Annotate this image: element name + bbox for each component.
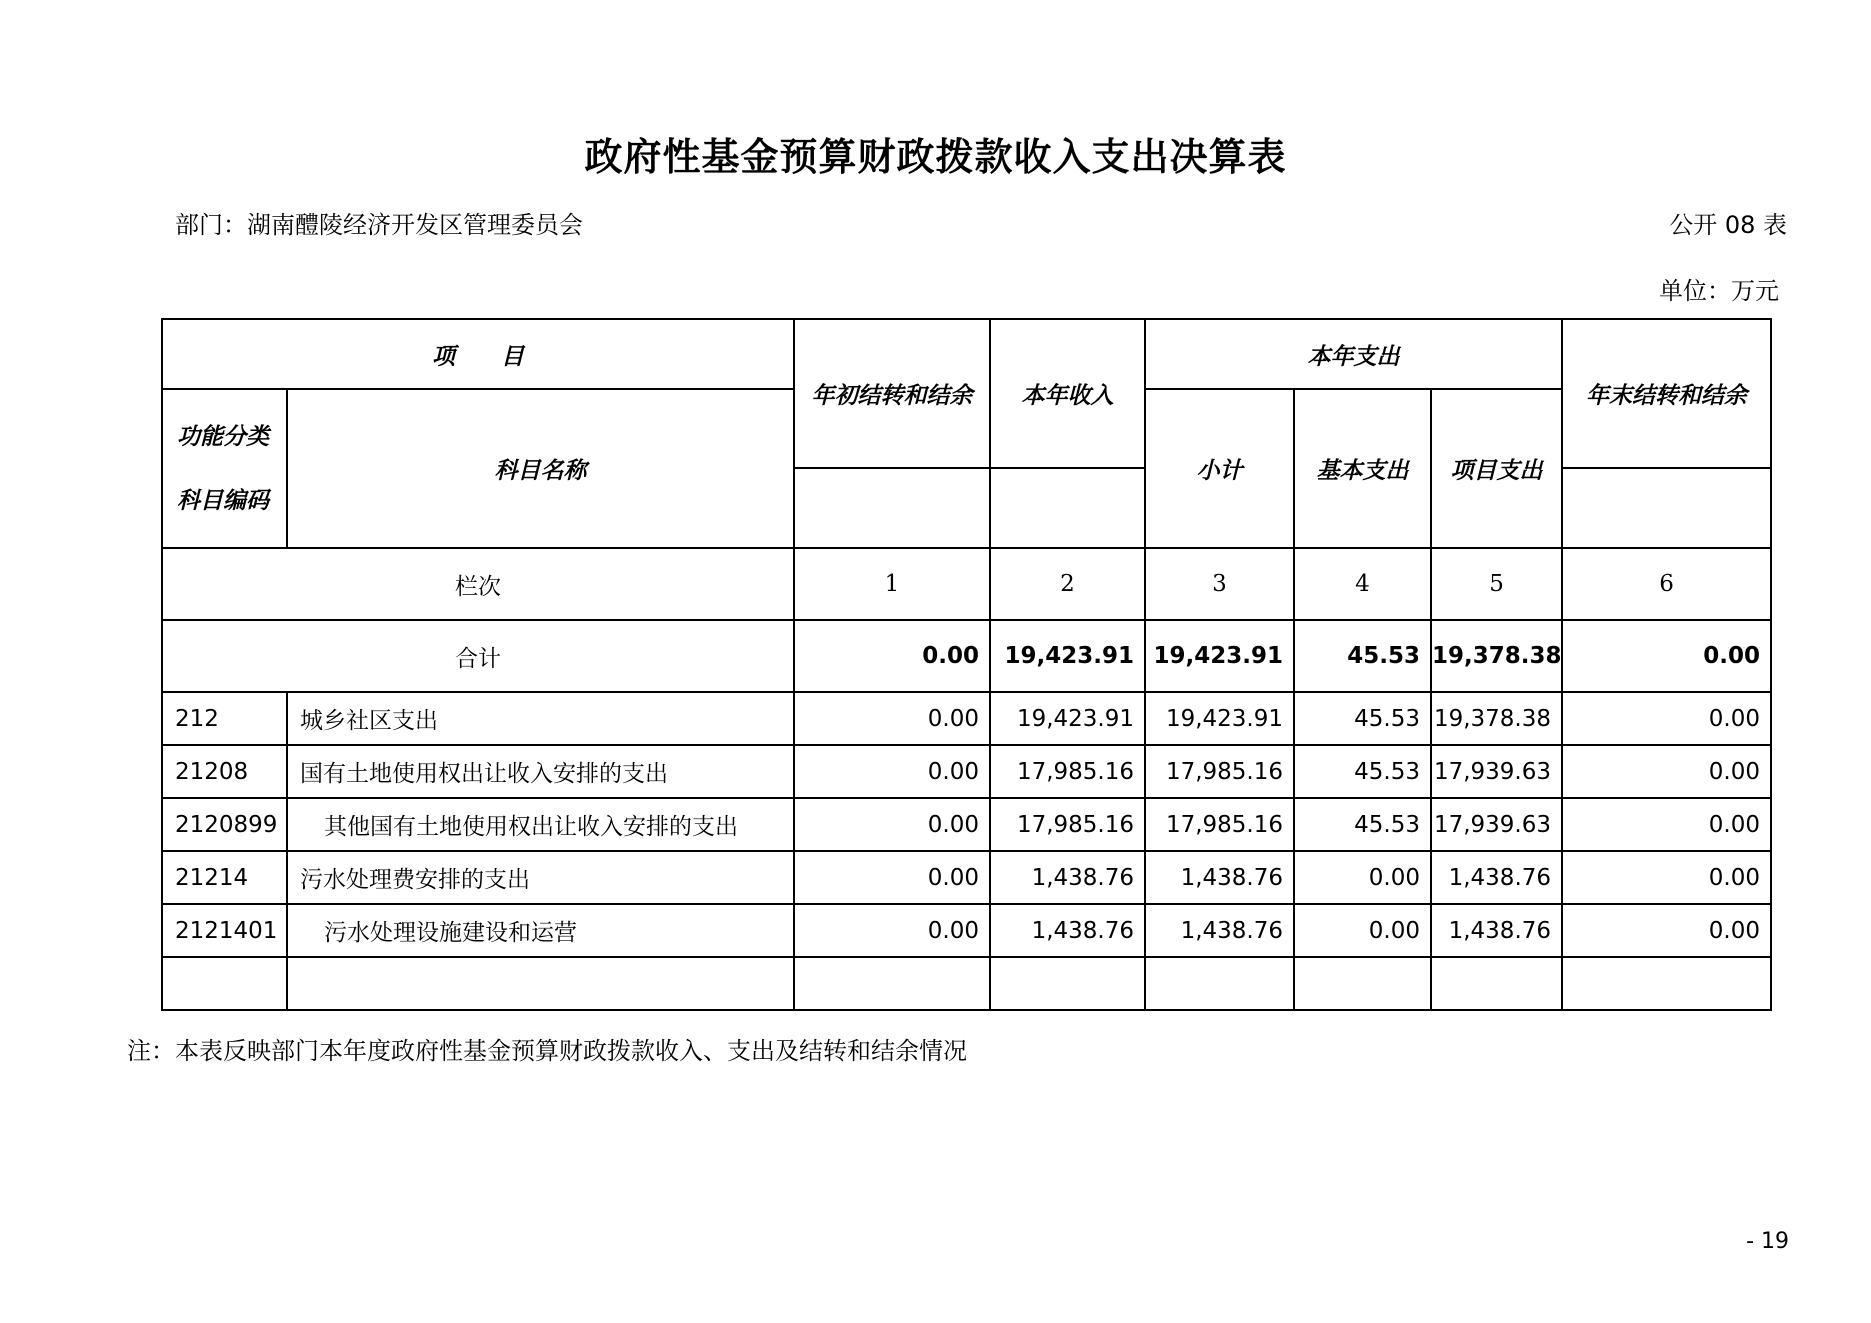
- column-number-row: [162, 548, 1771, 620]
- row-value: 1,438.76: [1431, 851, 1562, 904]
- header-func-code: [162, 389, 287, 548]
- column-number: 3: [1145, 548, 1294, 620]
- page-title: 政府性基金预算财政拨款收入支出决算表: [584, 135, 1287, 179]
- row-name: 污水处理费安排的支出: [287, 851, 794, 904]
- row-value: 17,939.63: [1431, 798, 1562, 851]
- total-value: 19,423.91: [1145, 620, 1294, 692]
- row-value: 17,985.16: [1145, 745, 1294, 798]
- budget-table: [161, 318, 1772, 1011]
- total-value: 19,378.38: [1431, 620, 1562, 692]
- row-value: 45.53: [1294, 692, 1431, 745]
- total-row: [162, 620, 1771, 692]
- total-value: 0.00: [1562, 620, 1771, 692]
- empty-cell: [794, 957, 990, 1010]
- page-number: - 19: [1746, 1229, 1789, 1254]
- row-value: 45.53: [1294, 745, 1431, 798]
- header-item: 项 目: [162, 319, 794, 389]
- header-opening-balance-cont: [794, 468, 990, 548]
- unit-label: 单位：万元: [1659, 277, 1779, 305]
- column-number: 2: [990, 548, 1145, 620]
- row-value: 17,985.16: [990, 745, 1145, 798]
- row-name: 其他国有土地使用权出让收入安排的支出: [287, 798, 794, 851]
- row-value: 0.00: [1562, 798, 1771, 851]
- total-value: 19,423.91: [990, 620, 1145, 692]
- row-value: 0.00: [1294, 904, 1431, 957]
- row-value: 0.00: [1562, 745, 1771, 798]
- header-expenditure: 本年支出: [1145, 319, 1562, 389]
- department-label: 部门：湖南醴陵经济开发区管理委员会: [175, 211, 583, 239]
- row-value: 1,438.76: [990, 851, 1145, 904]
- column-number: 4: [1294, 548, 1431, 620]
- total-value: 0.00: [794, 620, 990, 692]
- row-value: 0.00: [794, 904, 990, 957]
- row-value: 0.00: [1562, 692, 1771, 745]
- header-project: 项目支出: [1431, 389, 1562, 548]
- row-value: 0.00: [794, 798, 990, 851]
- row-code: 2121401: [162, 904, 287, 957]
- form-number: 公开 08 表: [1669, 211, 1787, 239]
- header-closing-balance-cont: [1562, 468, 1771, 548]
- row-value: 0.00: [1562, 904, 1771, 957]
- total-value: 45.53: [1294, 620, 1431, 692]
- header-closing-balance: 年末结转和结余: [1562, 319, 1771, 468]
- row-value: 1,438.76: [990, 904, 1145, 957]
- row-value: 17,939.63: [1431, 745, 1562, 798]
- row-value: 0.00: [794, 851, 990, 904]
- empty-cell: [1562, 957, 1771, 1010]
- row-value: 17,985.16: [1145, 798, 1294, 851]
- row-value: 0.00: [1562, 851, 1771, 904]
- row-value: 0.00: [794, 692, 990, 745]
- empty-cell: [1145, 957, 1294, 1010]
- column-number: 5: [1431, 548, 1562, 620]
- footnote: 注：本表反映部门本年度政府性基金预算财政拨款收入、支出及结转和结余情况: [127, 1037, 967, 1065]
- header-func-code-line2: 科目编码: [177, 487, 269, 514]
- row-value: 19,378.38: [1431, 692, 1562, 745]
- row-value: 1,438.76: [1431, 904, 1562, 957]
- header-func-code-line1: 功能分类: [177, 423, 269, 450]
- empty-cell: [287, 957, 794, 1010]
- row-value: 19,423.91: [1145, 692, 1294, 745]
- table-row: [162, 904, 1771, 957]
- empty-cell: [1431, 957, 1562, 1010]
- row-value: 1,438.76: [1145, 851, 1294, 904]
- header-opening-balance: 年初结转和结余: [794, 319, 990, 468]
- empty-row: [162, 957, 1771, 1010]
- row-code: 2120899: [162, 798, 287, 851]
- row-value: 45.53: [1294, 798, 1431, 851]
- empty-cell: [1294, 957, 1431, 1010]
- table-row: [162, 851, 1771, 904]
- row-code: 21208: [162, 745, 287, 798]
- total-label: 合计: [162, 620, 794, 692]
- row-value: 0.00: [794, 745, 990, 798]
- column-number: 6: [1562, 548, 1771, 620]
- header-subject-name: 科目名称: [287, 389, 794, 548]
- row-code: 21214: [162, 851, 287, 904]
- table-row: [162, 692, 1771, 745]
- row-value: 19,423.91: [990, 692, 1145, 745]
- header-income: 本年收入: [990, 319, 1145, 468]
- row-value: 17,985.16: [990, 798, 1145, 851]
- row-name: 污水处理设施建设和运营: [287, 904, 794, 957]
- column-number-label: 栏次: [162, 548, 794, 620]
- header-subtotal: 小计: [1145, 389, 1294, 548]
- header-income-cont: [990, 468, 1145, 548]
- column-number: 1: [794, 548, 990, 620]
- table-row: [162, 745, 1771, 798]
- header-basic: 基本支出: [1294, 389, 1431, 548]
- row-name: 城乡社区支出: [287, 692, 794, 745]
- row-name: 国有土地使用权出让收入安排的支出: [287, 745, 794, 798]
- empty-cell: [162, 957, 287, 1010]
- row-value: 0.00: [1294, 851, 1431, 904]
- row-value: 1,438.76: [1145, 904, 1294, 957]
- row-code: 212: [162, 692, 287, 745]
- empty-cell: [990, 957, 1145, 1010]
- table-row: [162, 798, 1771, 851]
